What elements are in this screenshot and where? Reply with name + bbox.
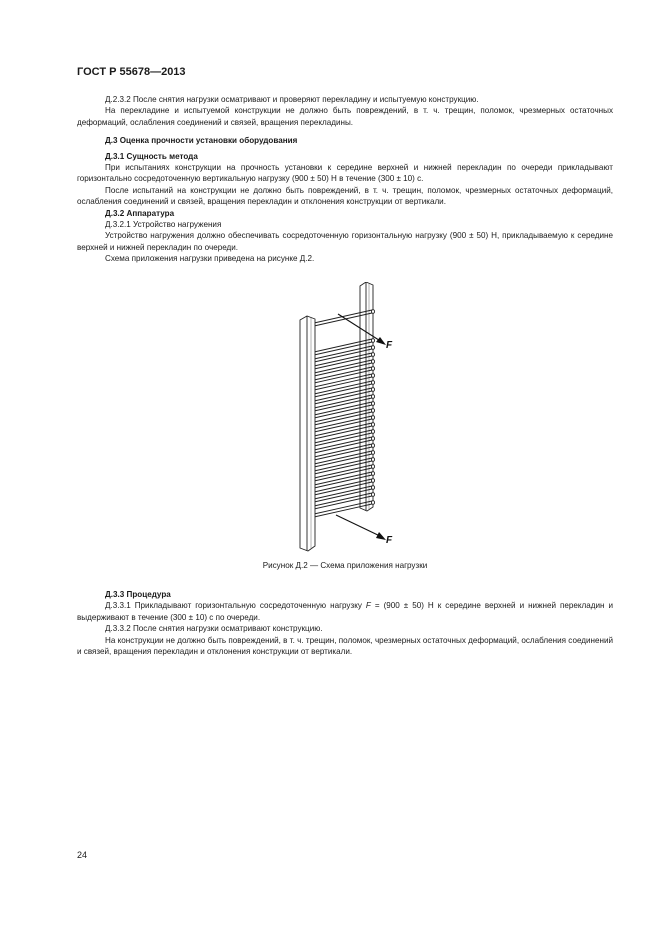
paragraph-d3-3-2: Д.3.3.2 После снятия нагрузки осматривают конструкцию. bbox=[105, 624, 323, 634]
paragraph-d3-3-1-start: Д.3.3.1 Прикладывают горизонтальную сосредоточенную нагрузку bbox=[105, 601, 366, 611]
paragraph-no-damage-final: На конструкции не должно быть повреждений, в т. ч. трещин, поломок, чрезмерных остаточных деформаций, ослабления соединений и связей, вращения перекладин и отклонения конструкции от вертикали. bbox=[77, 635, 613, 657]
paragraph-loading-device: Устройство нагружения должно обеспечивать сосредоточенную горизонтальную нагрузку (900 ± 50) Н, прикладываемую к середине верхней и нижней перекладин по очереди. bbox=[77, 231, 613, 252]
paragraph-d3-3-1 bbox=[77, 600, 613, 623]
force-variable: F bbox=[365, 601, 371, 611]
paragraph-figure-reference: Схема приложения нагрузки приведена на рисунке Д.2. bbox=[105, 254, 315, 264]
heading-d3-2: Д.3.2 Аппаратура bbox=[105, 208, 175, 218]
paragraph-d3-2-1: Д.3.2.1 Устройство нагружения bbox=[105, 220, 222, 230]
document-header: ГОСТ Р 55678—2013 bbox=[77, 66, 186, 78]
figure-load-scheme bbox=[290, 282, 410, 552]
force-label-top: F bbox=[386, 340, 393, 351]
force-label-bottom: F bbox=[386, 535, 393, 546]
left-post bbox=[300, 316, 315, 551]
body-text-top bbox=[77, 94, 613, 265]
paragraph-d3-1-after-test: После испытаний на конструкции не должно быть повреждений, в т. ч. трещин, поломок, чрезмерных остаточных деформаций, ослабления соединений и связей, вращения перекладин и отклонения конструкции от вертикали. bbox=[77, 185, 613, 207]
heading-d3: Д.3 Оценка прочности установки оборудования bbox=[105, 136, 298, 146]
bottom-force-arrow bbox=[336, 515, 393, 546]
paragraph-d3-1-method: При испытаниях конструкции на прочность установки к середине верхней и нижней перекладин по очереди прикладывают горизонтально сосредоточенную вертикальную нагрузку (900 ± 50) Н в течение (300 ± 10) с. bbox=[77, 163, 613, 184]
paragraph-d3-3-1-end: = (900 ± 50) Н к середине верхней и нижней перекладин и выдерживают в течение (300 ± 10) с по очереди. bbox=[77, 601, 613, 622]
page-number: 24 bbox=[77, 850, 88, 860]
figure-caption: Рисунок Д.2 — Схема приложения нагрузки bbox=[262, 561, 428, 570]
heading-d3-3: Д.3.3 Процедура bbox=[105, 590, 171, 599]
paragraph-no-damage-beam: На перекладине и испытуемой конструкции не должно быть повреждений, в т. ч. трещин, поломок, чрезмерных остаточных деформаций, ослабления соединений и связей, вращения перекладины. bbox=[77, 106, 613, 127]
heading-d3-1: Д.3.1 Сущность метода bbox=[105, 151, 198, 161]
paragraph-d2-3-2: Д.2.3.2 После снятия нагрузки осматривают и проверяют перекладину и испытуемую конструкцию. bbox=[105, 95, 479, 104]
body-text-bottom bbox=[77, 589, 613, 657]
